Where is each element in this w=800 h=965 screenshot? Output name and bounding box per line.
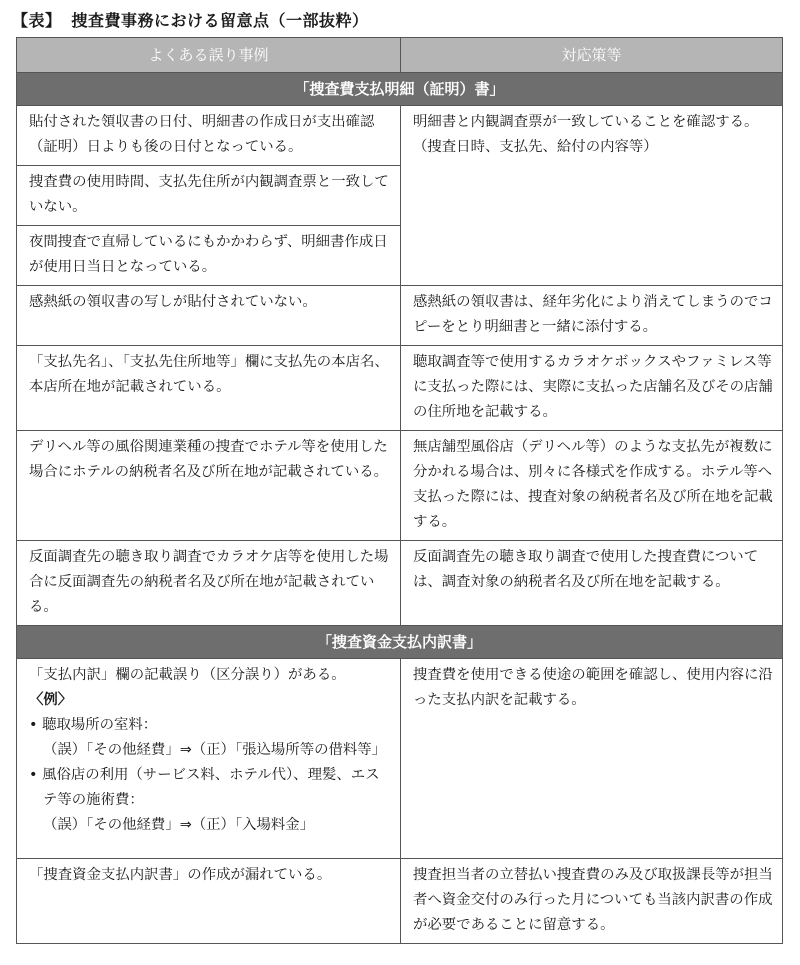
header-row [17,38,783,73]
error-cell: 夜間捜査で直帰しているにもかかわらず、明細書作成日が使用日当日となっている。 [17,226,401,286]
section-heading-breakdown: 「捜査資金支払内訳書」 [17,626,783,659]
table-row [17,659,783,859]
error-cell: 感熱紙の領収書の写しが貼付されていない。 [17,286,401,346]
example-item-services-detail: （誤）「その他経費」⇒（正）「入場料金」 [43,817,315,833]
error-cell: 反面調査先の聴き取り調査でカラオケ店等を使用した場合に反面調査先の納税者名及び所在地が記載されている。 [17,541,401,626]
table-row [17,286,783,346]
page-title [12,8,369,31]
example-item-services: • 風俗店の利用（サービス料、ホテル代）、理髪、エステ等の施術費： [29,767,380,808]
error-cell: デリヘル等の風俗関連業種の捜査でホテル等を使用した場合にホテルの納税者名及び所在地が記載されている。 [17,431,401,541]
section-row [17,626,783,659]
section-heading-statement: 「捜査費支払明細（証明）書」 [17,73,783,106]
error-cell: 「支払先名」、「支払先住所地等」欄に支払先の本店名、本店所在地が記載されている。 [17,346,401,431]
header-errors: よくある誤り事例 [17,38,401,73]
table-row [17,106,783,166]
measure-cell: 無店舗型風俗店（デリヘル等）のような支払先が複数に分かれる場合は、別々に各様式を作成する。ホテル等へ支払った際には、捜査対象の納税者名及び所在地を記載する。 [401,431,783,541]
example-item-room-detail: （誤）「その他経費」⇒（正）「張込場所等の借料等」 [43,742,387,758]
measure-cell: 感熱紙の領収書は、経年劣化により消えてしまうのでコピーをとり明細書と一緒に添付する。 [401,286,783,346]
example-label: 〈例〉 [29,692,73,708]
error-intro: 「支払内訳」欄の記載誤り（区分誤り）がある。 [29,667,346,683]
example-item-room: • 聴取場所の室料： [29,717,158,733]
title-bracket: 【表】 [12,11,62,30]
table-row [17,346,783,431]
error-cell: 「捜査資金支払内訳書」の作成が漏れている。 [17,859,401,944]
title-text: 捜査費事務における留意点（一部抜粋） [71,11,369,30]
error-cell: 捜査費の使用時間、支払先住所が内観調査票と一致していない。 [17,166,401,226]
table-row [17,859,783,944]
error-cell: 貼付された領収書の日付、明細書の作成日が支出確認（証明）日よりも後の日付となっている。 [17,106,401,166]
measure-cell: 捜査担当者の立替払い捜査費のみ及び取扱課長等が担当者へ資金交付のみ行った月についても当該内訳書の作成が必要であることに留意する。 [401,859,783,944]
measure-cell: 明細書と内観調査票が一致していることを確認する。（捜査日時、支払先、給付の内容等） [401,106,783,286]
header-measures: 対応策等 [401,38,783,73]
measure-cell: 捜査費を使用できる使途の範囲を確認し、使用内容に沿った支払内訳を記載する。 [401,659,783,859]
table-row [17,431,783,541]
notes-table [16,37,783,944]
table-row [17,541,783,626]
measure-cell: 聴取調査等で使用するカラオケボックスやファミレス等に支払った際には、実際に支払った店舗名及びその店舗の住所地を記載する。 [401,346,783,431]
section-row [17,73,783,106]
error-cell [17,659,401,859]
measure-cell: 反面調査先の聴き取り調査で使用した捜査費については、調査対象の納税者名及び所在地を記載する。 [401,541,783,626]
